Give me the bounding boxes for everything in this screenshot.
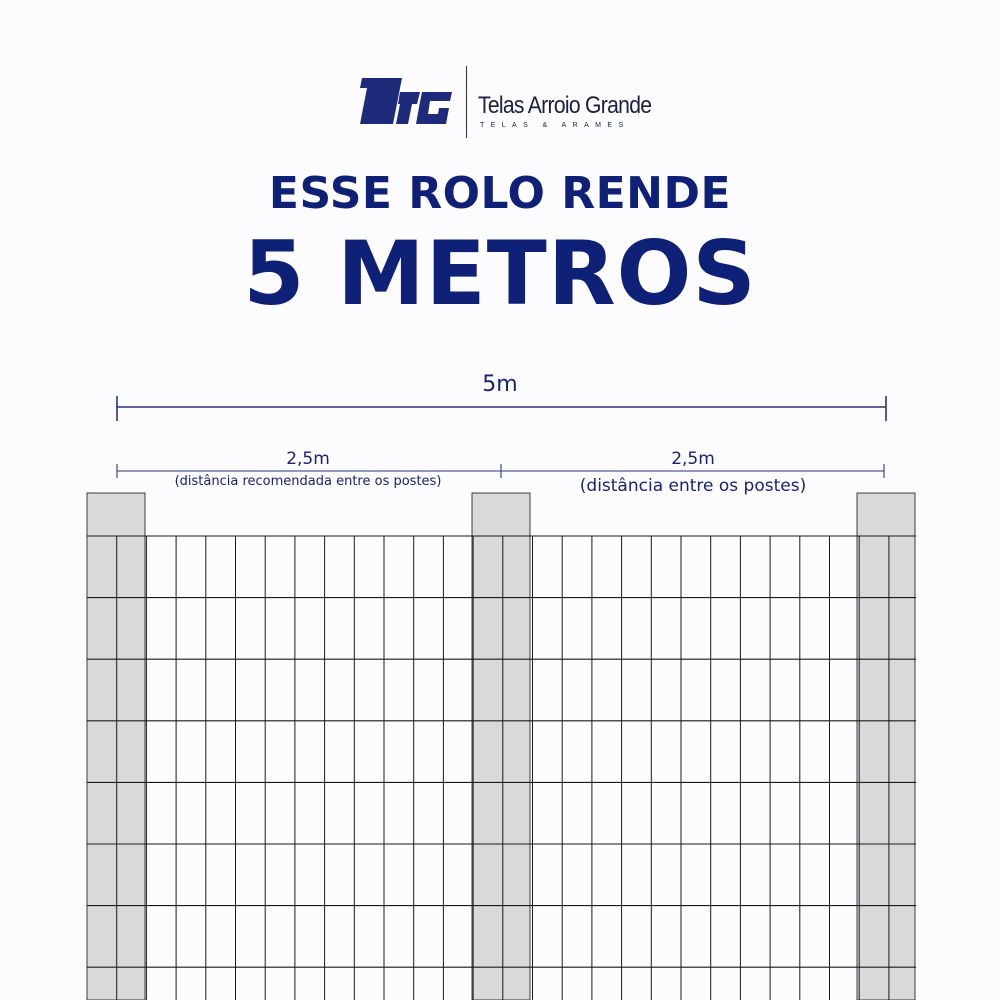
highlight-length: 5 METROS [243,222,757,325]
right-span-label: 2,5m [671,449,715,469]
fence-post-2 [472,493,530,1000]
brand-name: Telas Arroio Grande [478,92,652,119]
fence-panel [87,493,916,1000]
left-span-label: 2,5m [286,449,330,469]
left-span-note: (distância recomendada entre os postes) [174,474,442,489]
brand-tagline: TELAS & ARAMES [480,122,630,129]
total-length-label: 5m [482,372,518,397]
fence-post-1 [87,493,145,1000]
right-span-note: (distância entre os postes) [579,476,807,496]
dimension-lines [117,396,886,478]
headline: ESSE ROLO RENDE [268,168,732,219]
fence-post-3 [857,493,915,1000]
